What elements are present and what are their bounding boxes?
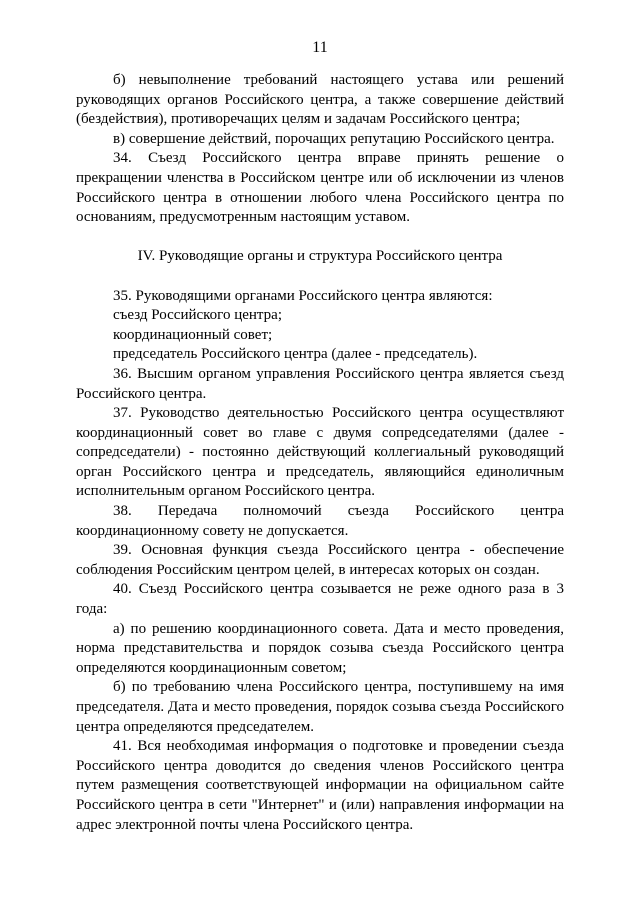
paragraph-33c: в) совершение действий, порочащих репутацию Российского центра. (113, 130, 555, 147)
paragraph-40: 40. Съезд Российского центра созывается не реже одного раза в 3 года: (76, 581, 564, 618)
list-item-chairman: председатель Российского центра (далее - председатель). (113, 346, 478, 363)
list-item-congress: съезд Российского центра; (113, 307, 282, 324)
paragraph-38: 38. Передача полномочий съезда Российского центра координационному совету не допускается. (76, 503, 564, 539)
paragraph-40a: а) по решению координационного совета. Дата и место проведения, норма представительства и порядок созыва съезда Российского центра определяются координационным советом; (76, 620, 564, 676)
paragraph-33b: б) невыполнение требований настоящего устава или решений руководящих органов Российского центра, а также совершение действий (бездействия), противоречащих целям и задачам Российского центра; (76, 72, 564, 128)
section-heading: IV. Руководящие органы и структура Российского центра (137, 248, 503, 265)
list-item-council: координационный совет; (113, 326, 273, 343)
paragraph-39: 39. Основная функция съезда Российского центра - обеспечение соблюдения Российским центром целей, в интересах которых он создан. (76, 542, 564, 578)
paragraph-34: 34. Съезд Российского центра вправе принять решение о прекращении членства в Российском центре или об исключении из членов Российского центра в отношении любого члена Российского центра по основаниям, предусмотренным настоящим уставом. (76, 150, 564, 226)
paragraph-35: 35. Руководящими органами Российского центра являются: (113, 287, 493, 304)
paragraph-37: 37. Руководство деятельностью Российского центра осуществляют координационный совет во главе с двумя сопредседателями (далее - сопредседатели) - постоянно действующий коллегиальный руководящий орган Российского центра и председатель, являющийся единоличным исполнительным органом Российского центра. (76, 405, 564, 500)
document-body (76, 71, 564, 835)
spacer (76, 228, 564, 248)
spacer (76, 267, 564, 287)
page-number: 11 (312, 39, 328, 56)
paragraph-41: 41. Вся необходимая информация о подготовке и проведении съезда Российского центра доводится до сведения членов Российского центра путем размещения соответствующей информации на официальном сайте Российского центра в сети "Интернет" и (или) направления информации на адрес электронной почты члена Российского центра. (76, 738, 564, 833)
paragraph-40b: б) по требованию члена Российского центра, поступившему на имя председателя. Дата и место проведения, порядок созыва съезда Российского центра определяются председателем. (76, 679, 564, 735)
paragraph-36: 36. Высшим органом управления Российского центра является съезд Российского центра. (76, 365, 564, 402)
